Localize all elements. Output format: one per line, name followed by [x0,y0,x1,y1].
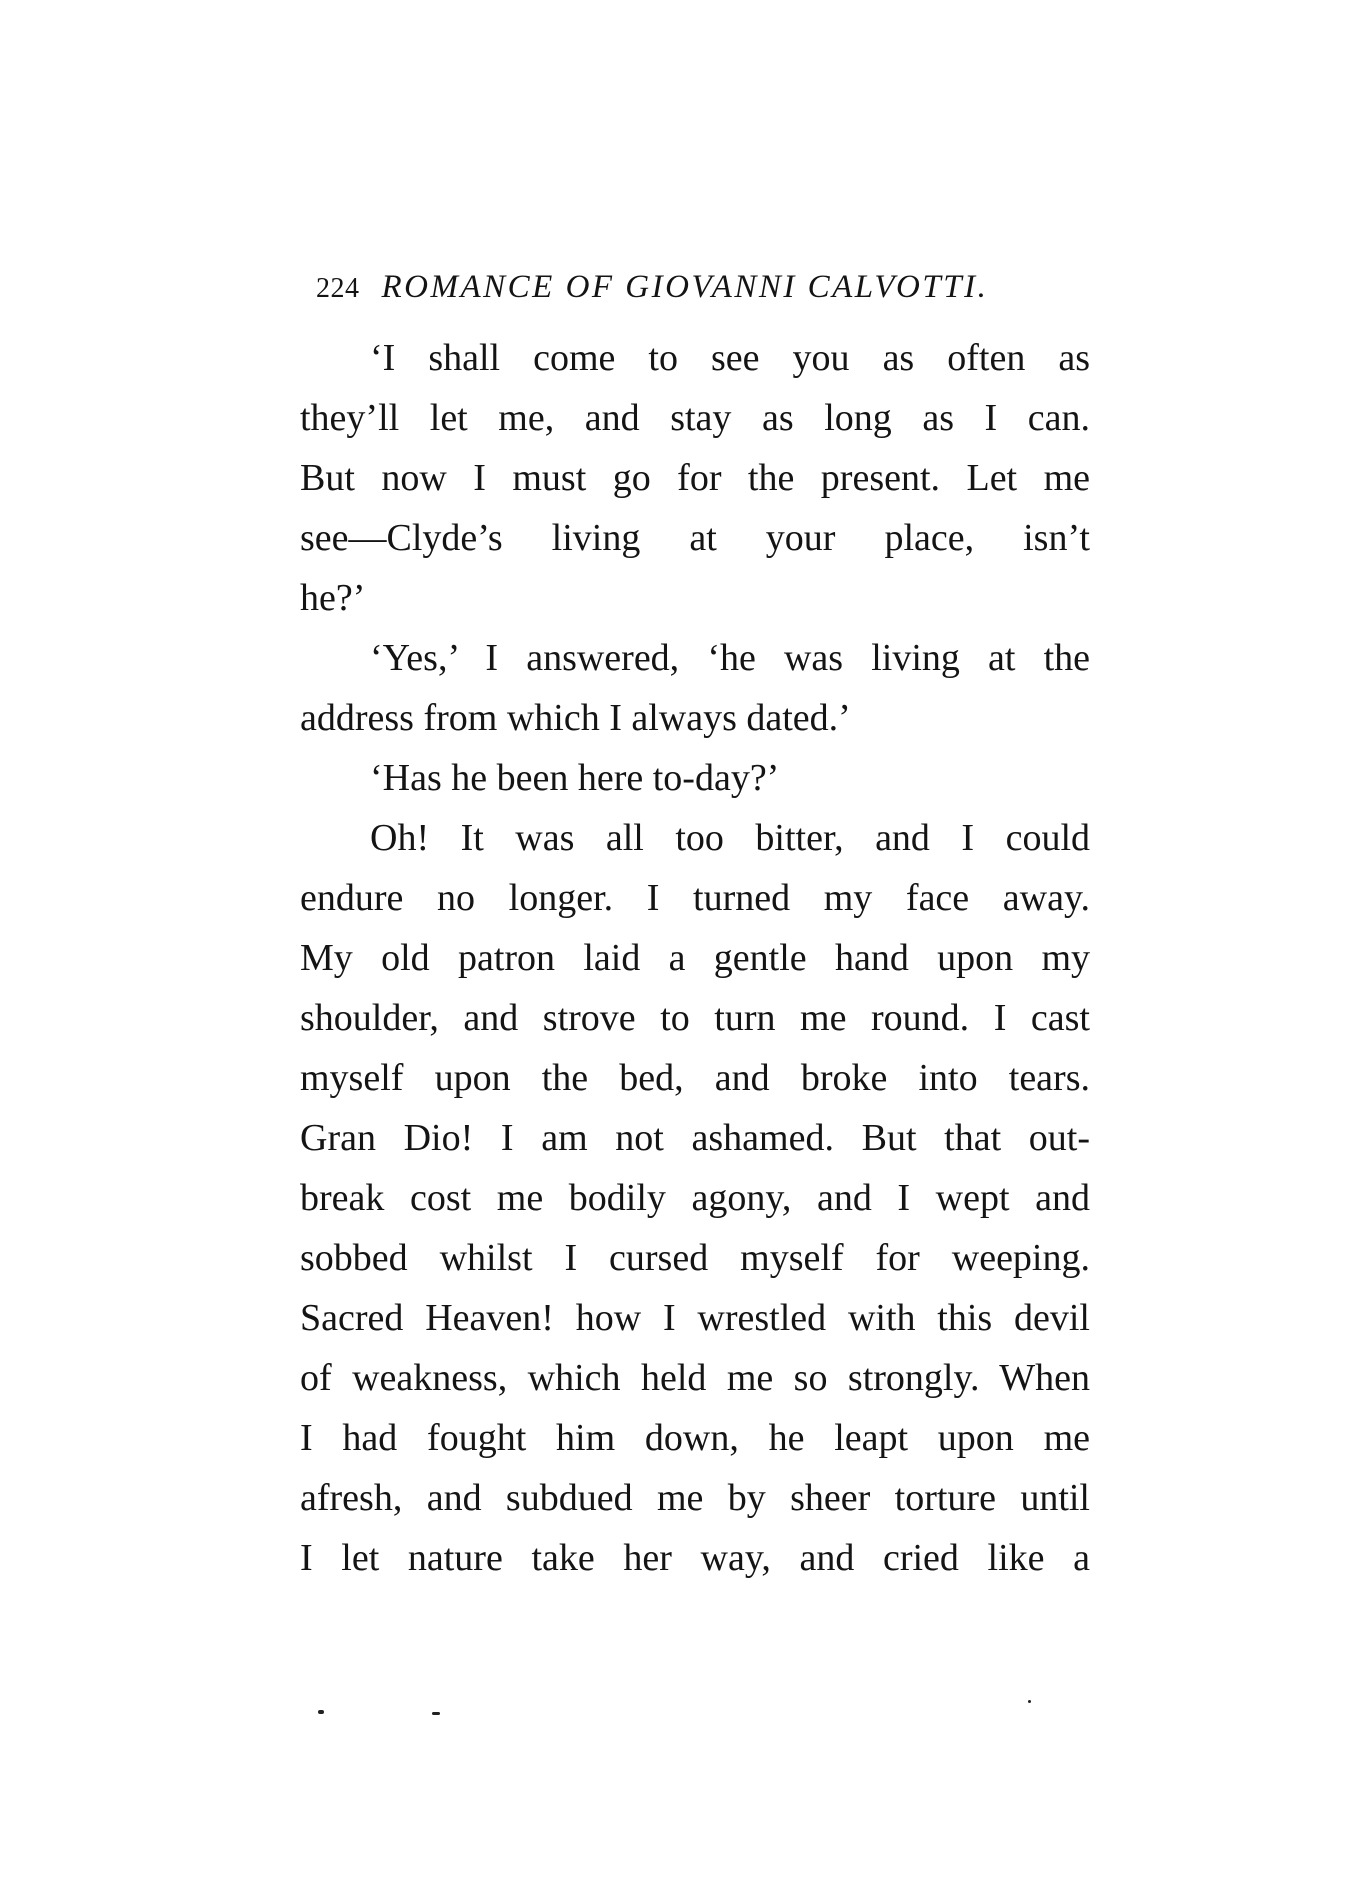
page-number: 224 [316,273,360,304]
text-line: break cost me bodily agony, and I wept and [300,1177,1090,1219]
text-line: Sacred Heaven! how I wrestled with this devil [300,1297,1090,1339]
text-line: endure no longer. I turned my face away. [300,877,1090,919]
scan-speck [318,1710,324,1714]
scan-speck [432,1712,440,1715]
text-line: sobbed whilst I cursed myself for weeping. [300,1237,1090,1279]
text-line: ‘Has he been here to-day?’ [370,757,780,799]
running-title: ROMANCE OF GIOVANNI CALVOTTI. [381,269,989,305]
text-line: Oh! It was all too bitter, and I could [370,817,1090,859]
text-line: Gran Dio! I am not ashamed. But that out- [300,1117,1090,1159]
text-line: of weakness, which held me so strongly. When [300,1357,1090,1399]
text-line: But now I must go for the present. Let me [300,457,1090,499]
text-line: myself upon the bed, and broke into tears. [300,1057,1090,1099]
scan-speck [1028,1700,1031,1703]
text-line: ‘I shall come to see you as often as [370,337,1090,379]
running-head [316,262,1076,312]
text-line: address from which I always dated.’ [300,697,851,739]
text-line: he?’ [300,577,366,619]
text-line: I had fought him down, he leapt upon me [300,1417,1090,1459]
text-line: shoulder, and strove to turn me round. I cast [300,997,1090,1039]
text-line: ‘Yes,’ I answered, ‘he was living at the [370,637,1090,679]
text-line: see—Clyde’s living at your place, isn’t [300,517,1090,559]
text-line: afresh, and subdued me by sheer torture until [300,1477,1090,1519]
scan-specks [0,1690,1357,1730]
text-line: they’ll let me, and stay as long as I can. [300,397,1090,439]
text-line: I let nature take her way, and cried like a [300,1537,1090,1579]
text-line: My old patron laid a gentle hand upon my [300,937,1090,979]
